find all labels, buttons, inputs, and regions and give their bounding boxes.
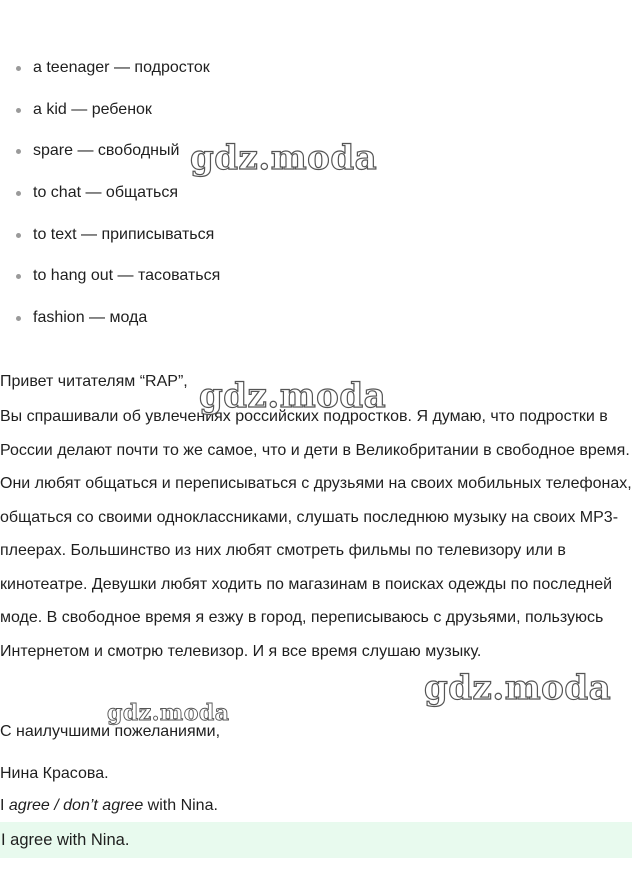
task-suffix: with Nina. bbox=[143, 797, 218, 814]
vocab-entry: to hang out — тасоваться bbox=[33, 267, 221, 285]
letter bbox=[0, 364, 632, 668]
list-item bbox=[0, 92, 632, 134]
list-item bbox=[0, 175, 632, 217]
letter-greeting: Привет читателям “RAP”, bbox=[0, 373, 188, 390]
watermark-logo: gdz.moda bbox=[107, 700, 230, 726]
bullet-icon bbox=[16, 66, 21, 71]
watermark-logo: gdz.moda bbox=[199, 376, 387, 416]
task-prefix: I bbox=[0, 797, 9, 814]
list-item bbox=[0, 258, 632, 300]
watermark-logo: gdz.moda bbox=[190, 138, 378, 178]
vocab-entry: fashion — мода bbox=[33, 309, 148, 327]
bullet-icon bbox=[16, 108, 21, 113]
letter-sign-off: С наилучшими пожеланиями, bbox=[0, 723, 221, 740]
list-item bbox=[0, 50, 632, 92]
vocabulary-list bbox=[0, 50, 632, 342]
bullet-icon bbox=[16, 316, 21, 321]
list-item bbox=[0, 217, 632, 259]
task-sentence bbox=[0, 790, 218, 822]
vocab-entry: a kid — ребенок bbox=[33, 100, 152, 118]
bullet-icon bbox=[16, 191, 21, 196]
task-options: agree / don’t agree bbox=[8, 797, 144, 814]
vocab-entry: to text — приписываться bbox=[33, 225, 215, 243]
bullet-icon bbox=[16, 233, 21, 238]
bullet-icon bbox=[16, 149, 21, 154]
vocab-entry: a teenager — подросток bbox=[33, 59, 210, 76]
list-item bbox=[0, 300, 632, 342]
letter-body: Вы спрашивали об увлечениях российских подростков. Я думаю, что подростки в России делают почти то же самое, что и дети в Великобритании в свободное время. Они любят общаться и переписываться с друзьями на своих мобильных телефонах, общаться со своими одноклассниками, слушать последнюю музыку на своих MP3-плеерах. Большинство из них любят смотреть фильмы по телевизору или в кинотеатре. Девушки любят ходить по магазинам в поисках одежды по последней моде. В свободное время я езжу в город, переписываюсь с друзьями, пользуюсь Интернетом и смотрю телевизор. И я все время слушаю музыку. bbox=[0, 408, 632, 660]
letter-signature: Нина Красова. bbox=[0, 765, 109, 782]
watermark-logo: gdz.moda bbox=[424, 668, 612, 708]
bullet-icon bbox=[16, 274, 21, 279]
answer-text: I agree with Nina. bbox=[1, 831, 130, 849]
vocab-entry: spare — свободный bbox=[33, 142, 180, 160]
list-item bbox=[0, 133, 632, 175]
vocab-entry: to chat — общаться bbox=[33, 184, 179, 202]
answer-box bbox=[0, 822, 632, 858]
